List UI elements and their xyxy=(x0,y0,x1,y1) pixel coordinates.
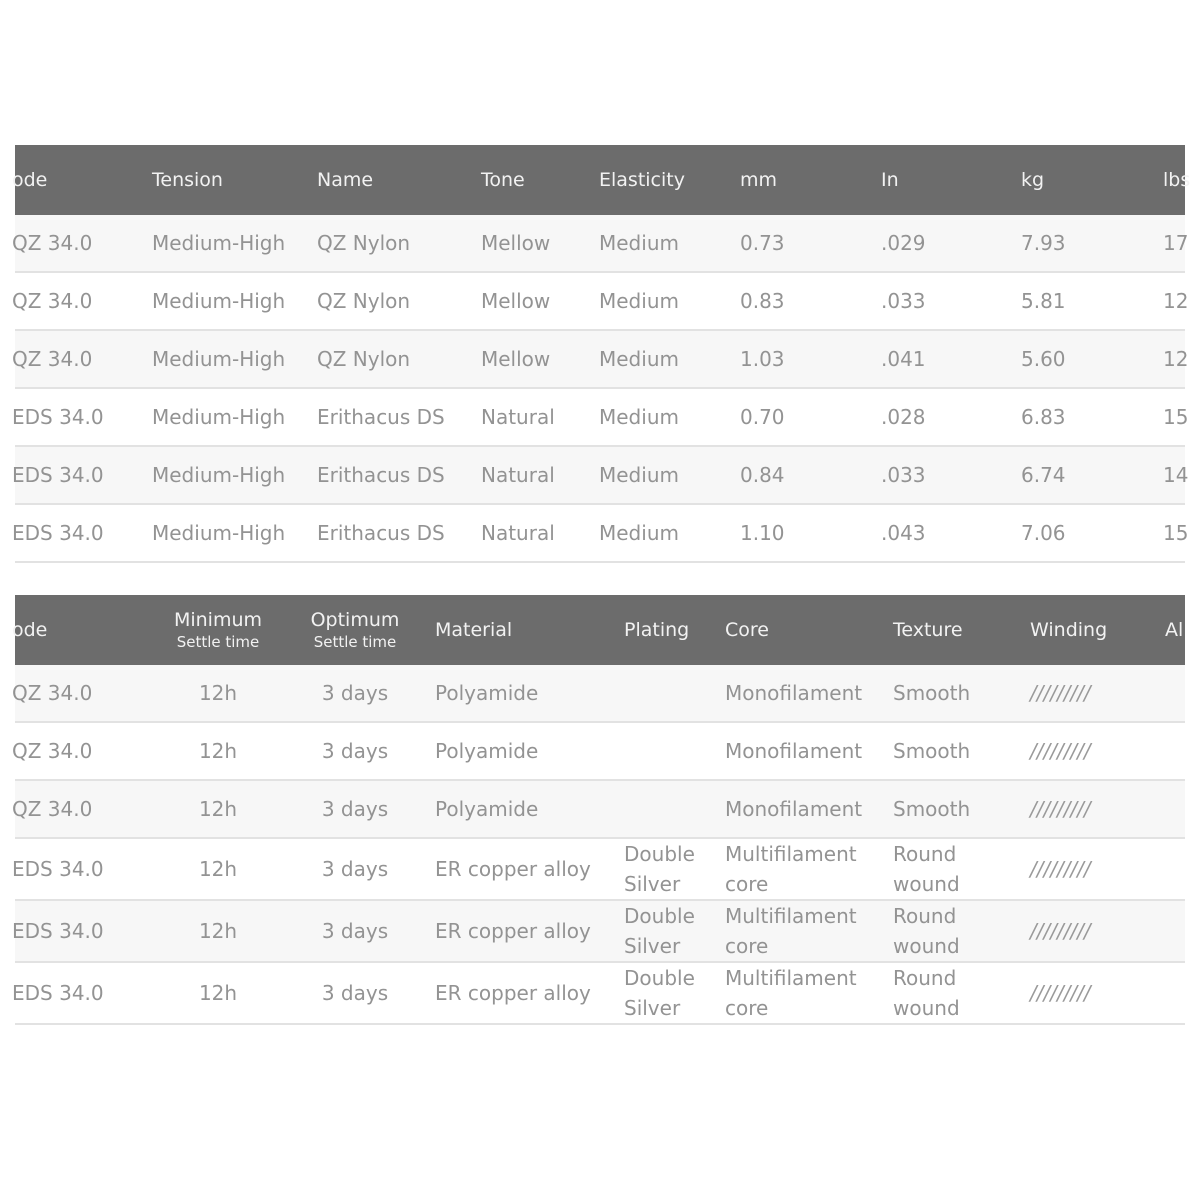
cell-plating-text: Silver xyxy=(624,872,681,896)
cell-tone: Natural xyxy=(481,463,555,487)
cell-winding xyxy=(1030,963,1091,1023)
cell-name: Erithacus DS xyxy=(317,405,445,429)
cell-material xyxy=(435,665,538,721)
cell-tension: Medium-High xyxy=(152,289,286,313)
cell-minimum-settle-text: 12h xyxy=(198,797,238,821)
cell-code xyxy=(12,839,104,899)
cell-minimum-settle-text: 12h xyxy=(198,919,238,943)
cell-kg: 5.81 xyxy=(1021,289,1066,313)
cell-material-text: ER copper alloy xyxy=(435,857,591,881)
table-row xyxy=(12,389,1189,447)
cell-mm: 0.84 xyxy=(740,463,785,487)
cell-optimum-settle xyxy=(302,781,408,837)
cell-plating-text: Silver xyxy=(624,996,681,1020)
cell-mm: 0.70 xyxy=(740,405,785,429)
cell-tone: Natural xyxy=(481,405,555,429)
cell-tension: Medium-High xyxy=(152,463,286,487)
header-optimum-settle xyxy=(302,595,408,665)
cell-core xyxy=(725,723,862,779)
cell-winding-text: ///////// xyxy=(1030,739,1091,763)
cell-optimum-settle xyxy=(302,901,408,961)
cell-tension: Medium-High xyxy=(152,405,286,429)
cell-tone: Mellow xyxy=(481,231,551,255)
table-row xyxy=(12,215,1189,273)
cell-lbs: 14 xyxy=(1163,463,1189,487)
cell-plating-text: Double xyxy=(624,904,695,928)
cell-plating-text: Double xyxy=(624,966,695,990)
cell-tone: Mellow xyxy=(481,289,551,313)
cell-core-text: core xyxy=(725,934,769,958)
cell-plating xyxy=(624,963,695,1023)
cell-texture-text: Round xyxy=(893,904,957,928)
table-row xyxy=(12,273,1189,331)
cell-winding-text: ///////// xyxy=(1030,681,1091,705)
cell-name: QZ Nylon xyxy=(317,289,411,313)
table-row xyxy=(12,331,1189,389)
header-optimum-label: Optimum xyxy=(310,609,400,631)
cell-core-text: Monofilament xyxy=(725,797,863,821)
cell-in: .041 xyxy=(881,347,926,371)
table-row xyxy=(12,781,1185,839)
header-code: ode xyxy=(12,619,48,641)
cell-material-text: ER copper alloy xyxy=(435,981,591,1005)
cell-code-text: QZ 34.0 xyxy=(12,797,93,821)
cell-winding-text: ///////// xyxy=(1030,797,1091,821)
cell-material-text: Polyamide xyxy=(435,681,539,705)
cell-plating-text: Double xyxy=(624,842,695,866)
cell-elasticity: Medium xyxy=(599,347,679,371)
cell-name: QZ Nylon xyxy=(317,347,411,371)
cell-elasticity: Medium xyxy=(599,463,679,487)
cell-winding-text: ///////// xyxy=(1030,981,1091,1005)
cell-lbs: 15 xyxy=(1163,405,1189,429)
cell-material-text: ER copper alloy xyxy=(435,919,591,943)
cell-name: Erithacus DS xyxy=(317,521,445,545)
cell-texture-text: wound xyxy=(893,934,960,958)
header-winding: Winding xyxy=(1030,619,1108,641)
table-header xyxy=(12,145,1191,215)
cell-plating xyxy=(624,901,695,961)
cell-code-text: EDS 34.0 xyxy=(12,981,104,1005)
cell-kg: 6.83 xyxy=(1021,405,1066,429)
cell-minimum-settle-text: 12h xyxy=(198,981,238,1005)
cell-mm: 0.73 xyxy=(740,231,785,255)
cell-texture xyxy=(893,665,970,721)
cell-winding xyxy=(1030,781,1091,837)
cell-code: QZ 34.0 xyxy=(12,347,93,371)
cell-code-text: QZ 34.0 xyxy=(12,739,93,763)
cell-code: EDS 34.0 xyxy=(12,463,104,487)
cell-texture-text: Smooth xyxy=(893,739,971,763)
header-plating: Plating xyxy=(624,619,690,641)
cell-code xyxy=(12,963,104,1023)
cell-texture xyxy=(893,963,960,1023)
header-tone: Tone xyxy=(481,169,525,191)
cell-plating-text: Silver xyxy=(624,934,681,958)
cell-lbs: 12 xyxy=(1163,289,1189,313)
header-code: ode xyxy=(12,169,48,191)
cell-minimum-settle xyxy=(165,839,271,899)
table-row xyxy=(12,505,1189,563)
table-row xyxy=(12,447,1189,505)
cell-in: .029 xyxy=(881,231,926,255)
header-core: Core xyxy=(725,619,769,641)
cell-winding xyxy=(1030,839,1091,899)
header-lbs: lbs xyxy=(1163,169,1191,191)
header-minimum-label: Minimum xyxy=(173,609,263,631)
cell-core-text: Monofilament xyxy=(725,739,863,763)
cell-optimum-settle-text: 3 days xyxy=(321,739,389,763)
cell-texture-text: Smooth xyxy=(893,797,971,821)
header-kg: kg xyxy=(1021,169,1045,191)
cell-name: Erithacus DS xyxy=(317,463,445,487)
cell-core-text: Multifilament xyxy=(725,842,857,866)
cell-kg: 7.06 xyxy=(1021,521,1066,545)
cell-plating xyxy=(624,839,695,899)
cell-texture xyxy=(893,723,970,779)
cell-name: QZ Nylon xyxy=(317,231,411,255)
cell-optimum-settle xyxy=(302,665,408,721)
table-row xyxy=(12,901,1185,963)
cell-code: EDS 34.0 xyxy=(12,405,104,429)
cell-lbs: 12 xyxy=(1163,347,1189,371)
cell-tension: Medium-High xyxy=(152,231,286,255)
cell-mm: 1.03 xyxy=(740,347,785,371)
header-minimum-settle xyxy=(165,595,271,665)
header-in: In xyxy=(881,169,899,191)
cell-minimum-settle xyxy=(165,781,271,837)
cell-tension: Medium-High xyxy=(152,347,286,371)
cell-code xyxy=(12,781,92,837)
cell-code: QZ 34.0 xyxy=(12,289,93,313)
cell-in: .028 xyxy=(881,405,926,429)
cell-texture-text: Round xyxy=(893,842,957,866)
cell-minimum-settle-text: 12h xyxy=(198,857,238,881)
cell-material-text: Polyamide xyxy=(435,797,539,821)
cell-code xyxy=(12,665,92,721)
cell-kg: 6.74 xyxy=(1021,463,1066,487)
cell-mm: 1.10 xyxy=(740,521,785,545)
cell-texture-text: wound xyxy=(893,996,960,1020)
cell-material xyxy=(435,901,591,961)
cell-texture xyxy=(893,781,970,837)
header-texture: Texture xyxy=(893,619,963,641)
cell-material xyxy=(435,963,591,1023)
table-body xyxy=(12,215,1189,563)
cell-optimum-settle-text: 3 days xyxy=(321,919,389,943)
cell-in: .033 xyxy=(881,463,926,487)
cell-optimum-settle xyxy=(302,963,408,1023)
cell-tone: Mellow xyxy=(481,347,551,371)
header-tension: Tension xyxy=(152,169,223,191)
table-body xyxy=(12,665,1185,1025)
cell-mm: 0.83 xyxy=(740,289,785,313)
string-construction-table xyxy=(12,595,1185,1025)
cell-winding-text: ///////// xyxy=(1030,919,1091,943)
cell-material xyxy=(435,781,538,837)
cell-minimum-settle xyxy=(165,901,271,961)
cell-minimum-settle-text: 12h xyxy=(198,739,238,763)
cell-texture xyxy=(893,839,960,899)
table-header xyxy=(12,595,1185,665)
cell-code xyxy=(12,901,104,961)
cell-tone: Natural xyxy=(481,521,555,545)
cell-code-text: QZ 34.0 xyxy=(12,681,93,705)
cell-elasticity: Medium xyxy=(599,405,679,429)
cell-winding xyxy=(1030,901,1091,961)
header-optimum-sub: Settle time xyxy=(313,633,397,651)
cell-tension: Medium-High xyxy=(152,521,286,545)
cell-kg: 5.60 xyxy=(1021,347,1066,371)
header-minimum-sub: Settle time xyxy=(176,633,260,651)
cell-winding-text: ///////// xyxy=(1030,857,1091,881)
cell-in: .043 xyxy=(881,521,926,545)
table-row xyxy=(12,839,1185,901)
cell-texture-text: Smooth xyxy=(893,681,971,705)
header-material: Material xyxy=(435,619,513,641)
cell-winding xyxy=(1030,665,1091,721)
table-row xyxy=(12,723,1185,781)
cell-core-text: Multifilament xyxy=(725,904,857,928)
header-name: Name xyxy=(317,169,374,191)
cell-core xyxy=(725,901,857,961)
cell-optimum-settle xyxy=(302,723,408,779)
cell-texture xyxy=(893,901,960,961)
cell-code: EDS 34.0 xyxy=(12,521,104,545)
cell-lbs: 17 xyxy=(1163,231,1189,255)
cell-code-text: EDS 34.0 xyxy=(12,919,104,943)
cell-minimum-settle xyxy=(165,723,271,779)
cell-material-text: Polyamide xyxy=(435,739,539,763)
cell-core xyxy=(725,963,857,1023)
header-last: Al xyxy=(1165,619,1184,641)
cell-optimum-settle-text: 3 days xyxy=(321,857,389,881)
cell-material xyxy=(435,723,538,779)
cell-code: QZ 34.0 xyxy=(12,231,93,255)
cell-optimum-settle xyxy=(302,839,408,899)
cell-optimum-settle-text: 3 days xyxy=(321,981,389,1005)
cell-elasticity: Medium xyxy=(599,231,679,255)
cell-core-text: core xyxy=(725,996,769,1020)
cell-texture-text: Round xyxy=(893,966,957,990)
cell-core-text: core xyxy=(725,872,769,896)
cell-core xyxy=(725,839,857,899)
table-row xyxy=(12,963,1185,1025)
cell-elasticity: Medium xyxy=(599,289,679,313)
cell-minimum-settle xyxy=(165,963,271,1023)
cell-elasticity: Medium xyxy=(599,521,679,545)
cell-core-text: Monofilament xyxy=(725,681,863,705)
cell-code-text: EDS 34.0 xyxy=(12,857,104,881)
cell-optimum-settle-text: 3 days xyxy=(321,681,389,705)
cell-winding xyxy=(1030,723,1091,779)
cell-minimum-settle xyxy=(165,665,271,721)
cell-texture-text: wound xyxy=(893,872,960,896)
header-elasticity: Elasticity xyxy=(599,169,685,191)
cell-material xyxy=(435,839,591,899)
cell-minimum-settle-text: 12h xyxy=(198,681,238,705)
cell-core-text: Multifilament xyxy=(725,966,857,990)
table-row xyxy=(12,665,1185,723)
header-mm: mm xyxy=(740,169,778,191)
cell-core xyxy=(725,665,862,721)
cell-optimum-settle-text: 3 days xyxy=(321,797,389,821)
cell-lbs: 15 xyxy=(1163,521,1189,545)
string-specs-table xyxy=(12,145,1191,563)
cell-in: .033 xyxy=(881,289,926,313)
cell-code xyxy=(12,723,92,779)
cell-kg: 7.93 xyxy=(1021,231,1066,255)
cell-core xyxy=(725,781,862,837)
